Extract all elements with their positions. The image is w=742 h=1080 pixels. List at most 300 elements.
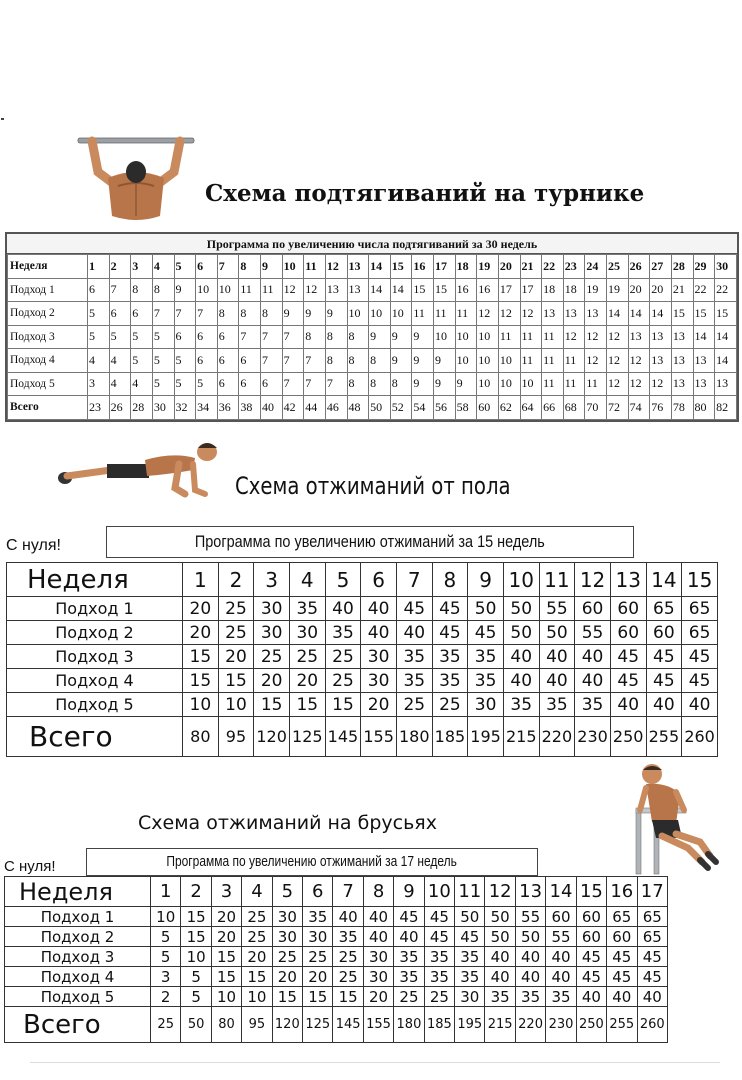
week-number: 1 bbox=[151, 877, 181, 907]
rep-count: 35 bbox=[485, 987, 515, 1007]
rep-count: 14 bbox=[715, 349, 737, 373]
week-number: 19 bbox=[477, 255, 499, 279]
rep-count: 20 bbox=[272, 967, 302, 987]
rep-count: 7 bbox=[174, 302, 196, 326]
set-label: Подход 1 bbox=[7, 597, 183, 621]
rep-count: 40 bbox=[546, 967, 576, 987]
week-number: 11 bbox=[455, 877, 485, 907]
rep-count: 25 bbox=[218, 621, 254, 645]
week-number: 6 bbox=[196, 255, 218, 279]
rep-count: 45 bbox=[468, 621, 504, 645]
total-count: 215 bbox=[503, 717, 539, 757]
rep-count: 25 bbox=[424, 987, 454, 1007]
total-count: 44 bbox=[304, 396, 326, 420]
total-count: 250 bbox=[576, 1007, 606, 1043]
rep-count: 15 bbox=[242, 967, 272, 987]
set-label: Подход 2 bbox=[8, 302, 88, 326]
rep-count: 20 bbox=[211, 907, 241, 927]
total-count: 230 bbox=[546, 1007, 576, 1043]
rep-count: 13 bbox=[650, 325, 672, 349]
rep-count: 10 bbox=[434, 325, 456, 349]
rep-count: 8 bbox=[347, 349, 369, 373]
week-number: 14 bbox=[646, 563, 682, 597]
rep-count: 30 bbox=[272, 927, 302, 947]
week-number: 12 bbox=[485, 877, 515, 907]
rep-count: 9 bbox=[369, 325, 391, 349]
rep-count: 25 bbox=[254, 645, 290, 669]
rep-count: 7 bbox=[152, 302, 174, 326]
rep-count: 15 bbox=[211, 967, 241, 987]
rep-count: 9 bbox=[325, 302, 347, 326]
week-number: 16 bbox=[607, 877, 637, 907]
rep-count: 9 bbox=[174, 278, 196, 302]
rep-count: 60 bbox=[607, 927, 637, 947]
pushup-table-frame bbox=[6, 562, 718, 757]
total-count: 38 bbox=[239, 396, 261, 420]
rep-count: 10 bbox=[151, 907, 181, 927]
program-caption-box bbox=[86, 848, 538, 876]
rep-count: 9 bbox=[412, 325, 434, 349]
rep-count: 45 bbox=[455, 927, 485, 947]
rep-count: 14 bbox=[715, 325, 737, 349]
total-count: 95 bbox=[242, 1007, 272, 1043]
rep-count: 15 bbox=[412, 278, 434, 302]
rep-count: 7 bbox=[282, 349, 304, 373]
set-row bbox=[5, 927, 668, 947]
total-label: Всего bbox=[8, 396, 88, 420]
rep-count: 50 bbox=[455, 907, 485, 927]
rep-count: 40 bbox=[396, 621, 432, 645]
total-count: 74 bbox=[628, 396, 650, 420]
set-label: Подход 1 bbox=[8, 278, 88, 302]
week-number: 1 bbox=[88, 255, 110, 279]
rep-count: 12 bbox=[628, 349, 650, 373]
rep-count: 3 bbox=[88, 372, 110, 396]
set-row bbox=[8, 372, 737, 396]
week-number: 27 bbox=[650, 255, 672, 279]
pushup-table bbox=[6, 562, 718, 757]
program-caption: Программа по увеличению отжиманий за 15 недель bbox=[195, 532, 545, 551]
set-row bbox=[5, 987, 668, 1007]
total-count: 145 bbox=[333, 1007, 363, 1043]
rep-count: 10 bbox=[218, 693, 254, 717]
rep-count: 25 bbox=[333, 967, 363, 987]
rep-count: 11 bbox=[412, 302, 434, 326]
rep-count: 40 bbox=[325, 597, 361, 621]
rep-count: 10 bbox=[196, 278, 218, 302]
rep-count: 20 bbox=[242, 947, 272, 967]
week-number: 4 bbox=[242, 877, 272, 907]
rep-count: 40 bbox=[485, 967, 515, 987]
rep-count: 9 bbox=[434, 372, 456, 396]
rep-count: 18 bbox=[563, 278, 585, 302]
rep-count: 25 bbox=[394, 987, 424, 1007]
rep-count: 7 bbox=[325, 372, 347, 396]
set-label: Подход 4 bbox=[7, 669, 183, 693]
week-number: 5 bbox=[325, 563, 361, 597]
rep-count: 12 bbox=[282, 278, 304, 302]
rep-count: 45 bbox=[576, 967, 606, 987]
set-label: Подход 2 bbox=[5, 927, 151, 947]
rep-count: 60 bbox=[646, 621, 682, 645]
week-number: 15 bbox=[576, 877, 606, 907]
rep-count: 15 bbox=[434, 278, 456, 302]
set-row bbox=[7, 597, 718, 621]
rep-count: 5 bbox=[151, 947, 181, 967]
rep-count: 25 bbox=[303, 947, 333, 967]
rep-count: 40 bbox=[682, 693, 718, 717]
rep-count: 20 bbox=[363, 987, 393, 1007]
rep-count: 35 bbox=[325, 621, 361, 645]
rep-count: 6 bbox=[88, 278, 110, 302]
rep-count: 55 bbox=[575, 621, 611, 645]
rep-count: 40 bbox=[361, 597, 397, 621]
program-caption: Программа по увеличению числа подтягиваний за 30 недель bbox=[7, 234, 737, 254]
week-number: 29 bbox=[693, 255, 715, 279]
total-count: 155 bbox=[361, 717, 397, 757]
pullup-section bbox=[0, 120, 742, 430]
rep-count: 14 bbox=[628, 302, 650, 326]
week-header-row bbox=[7, 563, 718, 597]
rep-count: 40 bbox=[515, 967, 545, 987]
total-count: 260 bbox=[637, 1007, 668, 1043]
rep-count: 35 bbox=[303, 907, 333, 927]
total-label: Всего bbox=[5, 1007, 151, 1043]
set-label: Подход 3 bbox=[5, 947, 151, 967]
dips-section bbox=[0, 762, 742, 1062]
rep-count: 21 bbox=[671, 278, 693, 302]
rep-count: 4 bbox=[109, 372, 131, 396]
section-title: Схема подтягиваний на турнике bbox=[205, 180, 645, 207]
dips-table-frame bbox=[4, 876, 668, 1043]
week-number: 13 bbox=[610, 563, 646, 597]
rep-count: 5 bbox=[196, 372, 218, 396]
rep-count: 16 bbox=[455, 278, 477, 302]
rep-count: 10 bbox=[477, 325, 499, 349]
total-row bbox=[5, 1007, 668, 1043]
rep-count: 5 bbox=[174, 349, 196, 373]
rep-count: 8 bbox=[217, 302, 239, 326]
rep-count: 25 bbox=[325, 669, 361, 693]
week-number: 6 bbox=[303, 877, 333, 907]
rep-count: 55 bbox=[539, 597, 575, 621]
rep-count: 10 bbox=[498, 372, 520, 396]
rep-count: 14 bbox=[390, 278, 412, 302]
rep-count: 35 bbox=[289, 597, 325, 621]
week-number: 9 bbox=[394, 877, 424, 907]
rep-count: 35 bbox=[468, 669, 504, 693]
week-number: 15 bbox=[682, 563, 718, 597]
rep-count: 5 bbox=[152, 325, 174, 349]
rep-count: 15 bbox=[211, 947, 241, 967]
total-count: 66 bbox=[542, 396, 564, 420]
total-count: 48 bbox=[347, 396, 369, 420]
rep-count: 35 bbox=[455, 967, 485, 987]
rep-count: 25 bbox=[396, 693, 432, 717]
rep-count: 40 bbox=[515, 947, 545, 967]
total-count: 60 bbox=[477, 396, 499, 420]
total-count: 145 bbox=[325, 717, 361, 757]
set-row bbox=[5, 907, 668, 927]
rep-count: 60 bbox=[546, 907, 576, 927]
rep-count: 9 bbox=[434, 349, 456, 373]
rep-count: 11 bbox=[261, 278, 283, 302]
rep-count: 13 bbox=[650, 349, 672, 373]
rep-count: 5 bbox=[131, 325, 153, 349]
total-count: 82 bbox=[715, 396, 737, 420]
total-count: 80 bbox=[183, 717, 219, 757]
rep-count: 40 bbox=[575, 645, 611, 669]
week-number: 8 bbox=[432, 563, 468, 597]
rep-count: 40 bbox=[575, 669, 611, 693]
rep-count: 30 bbox=[363, 947, 393, 967]
week-number: 16 bbox=[412, 255, 434, 279]
rep-count: 8 bbox=[325, 325, 347, 349]
total-count: 215 bbox=[485, 1007, 515, 1043]
rep-count: 10 bbox=[347, 302, 369, 326]
rep-count: 15 bbox=[183, 645, 219, 669]
rep-count: 20 bbox=[183, 597, 219, 621]
rep-count: 45 bbox=[610, 645, 646, 669]
week-number: 7 bbox=[333, 877, 363, 907]
rep-count: 16 bbox=[477, 278, 499, 302]
week-number: 10 bbox=[282, 255, 304, 279]
week-number: 28 bbox=[671, 255, 693, 279]
rep-count: 40 bbox=[363, 907, 393, 927]
rep-count: 10 bbox=[455, 325, 477, 349]
week-number: 17 bbox=[434, 255, 456, 279]
rep-count: 35 bbox=[394, 967, 424, 987]
rep-count: 15 bbox=[181, 927, 211, 947]
rep-count: 30 bbox=[272, 907, 302, 927]
total-count: 95 bbox=[218, 717, 254, 757]
rep-count: 8 bbox=[325, 349, 347, 373]
rep-count: 25 bbox=[325, 645, 361, 669]
section-title: Схема отжиманий от пола bbox=[235, 472, 511, 500]
week-number: 23 bbox=[563, 255, 585, 279]
rep-count: 11 bbox=[434, 302, 456, 326]
total-count: 50 bbox=[369, 396, 391, 420]
rep-count: 45 bbox=[682, 645, 718, 669]
rep-count: 30 bbox=[361, 645, 397, 669]
rep-count: 40 bbox=[503, 669, 539, 693]
rep-count: 60 bbox=[610, 621, 646, 645]
rep-count: 5 bbox=[174, 372, 196, 396]
total-count: 78 bbox=[671, 396, 693, 420]
pushup-section bbox=[0, 432, 742, 762]
rep-count: 6 bbox=[109, 302, 131, 326]
rep-count: 45 bbox=[394, 907, 424, 927]
rep-count: 18 bbox=[542, 278, 564, 302]
rep-count: 15 bbox=[303, 987, 333, 1007]
rep-count: 50 bbox=[503, 597, 539, 621]
rep-count: 40 bbox=[394, 927, 424, 947]
rep-count: 9 bbox=[304, 302, 326, 326]
rep-count: 7 bbox=[304, 349, 326, 373]
rep-count: 12 bbox=[607, 372, 629, 396]
bottom-divider bbox=[30, 1062, 720, 1063]
set-label: Подход 3 bbox=[8, 325, 88, 349]
rep-count: 10 bbox=[181, 947, 211, 967]
week-number: 6 bbox=[361, 563, 397, 597]
rep-count: 5 bbox=[88, 302, 110, 326]
rep-count: 12 bbox=[607, 349, 629, 373]
total-count: 62 bbox=[498, 396, 520, 420]
rep-count: 10 bbox=[477, 372, 499, 396]
rep-count: 9 bbox=[412, 372, 434, 396]
rep-count: 20 bbox=[218, 645, 254, 669]
rep-count: 5 bbox=[151, 927, 181, 947]
rep-count: 60 bbox=[610, 597, 646, 621]
total-count: 23 bbox=[88, 396, 110, 420]
week-number: 22 bbox=[542, 255, 564, 279]
week-number: 12 bbox=[325, 255, 347, 279]
rep-count: 45 bbox=[424, 907, 454, 927]
rep-count: 35 bbox=[432, 669, 468, 693]
total-count: 68 bbox=[563, 396, 585, 420]
rep-count: 13 bbox=[325, 278, 347, 302]
rep-count: 45 bbox=[682, 669, 718, 693]
rep-count: 40 bbox=[576, 987, 606, 1007]
rep-count: 10 bbox=[217, 278, 239, 302]
rep-count: 12 bbox=[498, 302, 520, 326]
rep-count: 6 bbox=[217, 349, 239, 373]
rep-count: 30 bbox=[254, 597, 290, 621]
program-caption: Программа по увеличению отжиманий за 17 недель bbox=[166, 853, 458, 870]
rep-count: 14 bbox=[607, 302, 629, 326]
rep-count: 11 bbox=[542, 325, 564, 349]
rep-count: 35 bbox=[424, 967, 454, 987]
rep-count: 13 bbox=[563, 302, 585, 326]
rep-count: 45 bbox=[637, 947, 668, 967]
rep-count: 50 bbox=[485, 907, 515, 927]
total-count: 80 bbox=[211, 1007, 241, 1043]
total-count: 64 bbox=[520, 396, 542, 420]
rep-count: 35 bbox=[396, 669, 432, 693]
rep-count: 5 bbox=[109, 325, 131, 349]
week-number: 4 bbox=[289, 563, 325, 597]
rep-count: 35 bbox=[455, 947, 485, 967]
rep-count: 12 bbox=[585, 325, 607, 349]
rep-count: 7 bbox=[261, 349, 283, 373]
total-count: 260 bbox=[682, 717, 718, 757]
rep-count: 55 bbox=[546, 927, 576, 947]
rep-count: 40 bbox=[646, 693, 682, 717]
total-count: 250 bbox=[610, 717, 646, 757]
week-number: 14 bbox=[546, 877, 576, 907]
rep-count: 20 bbox=[628, 278, 650, 302]
set-row bbox=[5, 947, 668, 967]
total-count: 52 bbox=[390, 396, 412, 420]
rep-count: 20 bbox=[254, 669, 290, 693]
rep-count: 12 bbox=[520, 302, 542, 326]
set-row bbox=[8, 302, 737, 326]
rep-count: 8 bbox=[131, 278, 153, 302]
rep-count: 15 bbox=[333, 987, 363, 1007]
rep-count: 30 bbox=[361, 669, 397, 693]
total-row bbox=[8, 396, 737, 420]
rep-count: 45 bbox=[637, 967, 668, 987]
total-count: 220 bbox=[539, 717, 575, 757]
rep-count: 65 bbox=[682, 621, 718, 645]
rep-count: 14 bbox=[369, 278, 391, 302]
rep-count: 25 bbox=[242, 907, 272, 927]
rep-count: 11 bbox=[239, 278, 261, 302]
rep-count: 5 bbox=[152, 349, 174, 373]
total-count: 50 bbox=[181, 1007, 211, 1043]
rep-count: 9 bbox=[412, 349, 434, 373]
total-count: 125 bbox=[303, 1007, 333, 1043]
rep-count: 15 bbox=[218, 669, 254, 693]
week-number: 3 bbox=[254, 563, 290, 597]
rep-count: 2 bbox=[151, 987, 181, 1007]
rep-count: 35 bbox=[575, 693, 611, 717]
rep-count: 10 bbox=[455, 349, 477, 373]
week-header-label: Неделя bbox=[8, 255, 88, 279]
week-number: 5 bbox=[272, 877, 302, 907]
rep-count: 22 bbox=[693, 278, 715, 302]
rep-count: 10 bbox=[498, 349, 520, 373]
week-number: 1 bbox=[183, 563, 219, 597]
rep-count: 14 bbox=[693, 325, 715, 349]
rep-count: 35 bbox=[515, 987, 545, 1007]
rep-count: 40 bbox=[361, 621, 397, 645]
rep-count: 45 bbox=[646, 645, 682, 669]
rep-count: 25 bbox=[333, 947, 363, 967]
rep-count: 35 bbox=[468, 645, 504, 669]
rep-count: 4 bbox=[131, 372, 153, 396]
total-count: 34 bbox=[196, 396, 218, 420]
rep-count: 35 bbox=[424, 947, 454, 967]
rep-count: 14 bbox=[650, 302, 672, 326]
week-number: 20 bbox=[498, 255, 520, 279]
rep-count: 11 bbox=[585, 372, 607, 396]
rep-count: 13 bbox=[347, 278, 369, 302]
rep-count: 50 bbox=[515, 927, 545, 947]
week-number: 12 bbox=[575, 563, 611, 597]
rep-count: 13 bbox=[671, 372, 693, 396]
week-number: 10 bbox=[424, 877, 454, 907]
set-row bbox=[8, 349, 737, 373]
rep-count: 8 bbox=[390, 372, 412, 396]
rep-count: 17 bbox=[498, 278, 520, 302]
rep-count: 45 bbox=[432, 621, 468, 645]
total-count: 40 bbox=[261, 396, 283, 420]
rep-count: 6 bbox=[174, 325, 196, 349]
week-number: 11 bbox=[539, 563, 575, 597]
week-number: 3 bbox=[211, 877, 241, 907]
week-number: 13 bbox=[347, 255, 369, 279]
set-label: Подход 5 bbox=[8, 372, 88, 396]
rep-count: 8 bbox=[369, 349, 391, 373]
rep-count: 25 bbox=[272, 947, 302, 967]
week-number: 25 bbox=[607, 255, 629, 279]
total-count: 30 bbox=[152, 396, 174, 420]
rep-count: 15 bbox=[289, 693, 325, 717]
rep-count: 10 bbox=[477, 349, 499, 373]
total-count: 230 bbox=[575, 717, 611, 757]
rep-count: 35 bbox=[539, 693, 575, 717]
rep-count: 50 bbox=[539, 621, 575, 645]
rep-count: 40 bbox=[539, 645, 575, 669]
rep-count: 9 bbox=[390, 325, 412, 349]
total-count: 185 bbox=[432, 717, 468, 757]
rep-count: 65 bbox=[607, 907, 637, 927]
rep-count: 15 bbox=[181, 907, 211, 927]
rep-count: 6 bbox=[131, 302, 153, 326]
rep-count: 11 bbox=[520, 349, 542, 373]
rep-count: 12 bbox=[563, 325, 585, 349]
